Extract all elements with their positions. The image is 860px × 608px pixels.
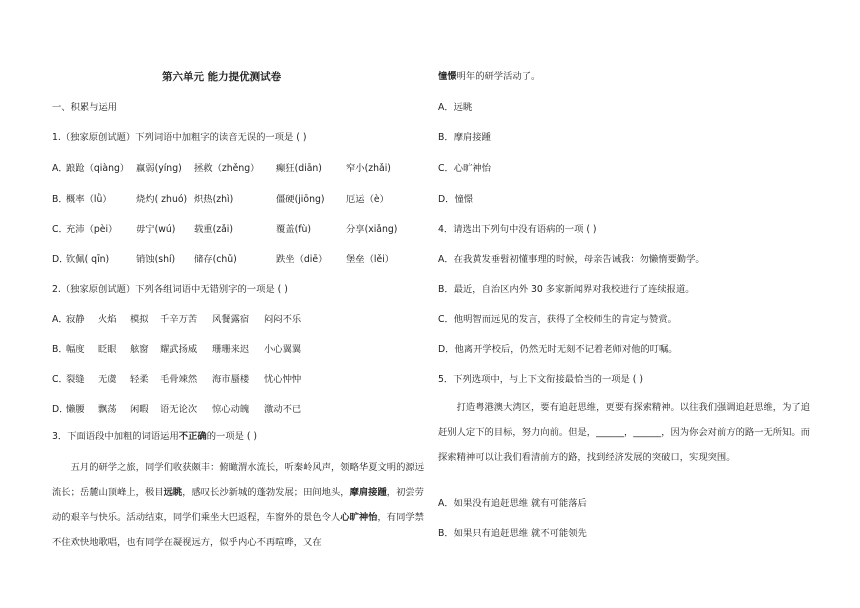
option-label: D． bbox=[52, 404, 69, 415]
word-item: 烧灼( zhuó) bbox=[136, 194, 188, 205]
word-item: 毛骨竦然 bbox=[160, 374, 198, 385]
option-label: B． bbox=[438, 132, 454, 143]
word-item: 癫狂(diān) bbox=[276, 163, 322, 174]
passage-bold-word: 摩肩接踵 bbox=[349, 487, 387, 498]
word-item: 闷闷不乐 bbox=[264, 314, 302, 325]
word-item: 飘荡 bbox=[98, 404, 117, 415]
option-label: A． bbox=[52, 163, 68, 174]
q3-stem-part: 3．下面语段中加粗的词语运用 bbox=[52, 431, 179, 442]
word-item: 幅度 bbox=[66, 344, 85, 355]
word-item: 闲暇 bbox=[130, 404, 149, 415]
passage-text: 五月的研学之旅，同学们收获颇丰：俯瞰渭水流长，听秦岭风声，领略华夏文明的源远流长；岳麓山顶峰上，极目 bbox=[52, 462, 424, 498]
option-label: A． bbox=[438, 254, 454, 265]
word-item: 销蚀(shí) bbox=[136, 254, 176, 265]
passage-text: 打造粤港澳大湾区，要有追赶思维，更要有探索精神。以往我们强调追赶思维，为了追赶别人定下的目标，努力向前。但是， bbox=[438, 402, 810, 438]
word-item: 窄小(zhǎi) bbox=[346, 163, 391, 174]
option-label: A． bbox=[438, 102, 454, 113]
word-item: 钦佩( qīn) bbox=[66, 254, 110, 265]
option-text: 他离开学校后，仍然无时无刻不记着老师对他的叮嘱。 bbox=[454, 344, 678, 355]
fill-blank[interactable]: ______ bbox=[596, 427, 624, 438]
q4-stem: 4．请选出下列句中没有语病的一项 ( ) bbox=[438, 224, 597, 235]
word-item: 寂静 bbox=[66, 314, 85, 325]
option-label: C． bbox=[52, 224, 68, 235]
q3-stem-part: 的一项是 ( ) bbox=[206, 431, 258, 442]
word-item: 充沛（pèi） bbox=[66, 224, 118, 235]
q4-option-a bbox=[438, 253, 705, 267]
q2-stem: 2.（独家原创试题）下列各组词语中无错别字的一项是 ( ) bbox=[52, 284, 288, 295]
q3-stem bbox=[52, 430, 257, 444]
option-text: 如果没有追赶思维 就有可能落后 bbox=[453, 498, 587, 509]
word-item: 毋宁(wú) bbox=[136, 224, 176, 235]
option-text: 摩肩接踵 bbox=[453, 132, 491, 143]
word-item: 踉跄（qiàng） bbox=[66, 163, 130, 174]
q3-option-d bbox=[438, 193, 473, 207]
option-text: 远眺 bbox=[453, 102, 473, 113]
q4-option-c bbox=[438, 313, 677, 327]
word-item: 眨眼 bbox=[98, 344, 117, 355]
word-item: 海市蜃楼 bbox=[212, 374, 250, 385]
word-item: 珊珊来迟 bbox=[212, 344, 250, 355]
word-item: 惊心动魄 bbox=[212, 404, 250, 415]
q5-passage bbox=[438, 395, 810, 470]
q4-option-d bbox=[438, 343, 678, 357]
word-item: 风餐露宿 bbox=[212, 314, 250, 325]
passage-bold-word: 远眺 bbox=[163, 487, 183, 498]
word-item: 堡垒（lěi） bbox=[346, 254, 395, 265]
option-text: 在我黄发垂髫初懂事理的时候，母亲告诫我：勿懒惰要勤学。 bbox=[453, 254, 705, 265]
word-item: 懒腰 bbox=[66, 404, 85, 415]
option-label: A． bbox=[52, 314, 68, 325]
fill-blank[interactable]: ______ bbox=[633, 427, 662, 438]
section-heading: 一、积累与运用 bbox=[52, 102, 118, 113]
option-label: B． bbox=[52, 344, 68, 355]
option-text: 憧憬 bbox=[454, 194, 474, 205]
passage-text: ，初尝劳动的艰辛与快乐。活动结束，同学们乘坐大巴返程，车窗外的景色令人 bbox=[52, 487, 424, 523]
option-text: 最近，自治区内外 30 多家新闻界对我校进行了连续报道。 bbox=[453, 284, 695, 295]
passage-text: ，有同学禁不住欢快地歌唱，也有同学在凝视远方，似乎内心不再喧哗，又在 bbox=[52, 512, 424, 548]
passage-text: 明年的研学活动了。 bbox=[456, 71, 541, 82]
q3-option-a bbox=[438, 101, 472, 115]
option-label: B． bbox=[438, 284, 454, 295]
option-text: 心旷神怡 bbox=[453, 163, 491, 174]
word-item: 千辛万苦 bbox=[160, 314, 198, 325]
word-item: 耀武扬威 bbox=[160, 344, 198, 355]
option-label: C． bbox=[52, 374, 68, 385]
word-item: 拯救（zhěng） bbox=[194, 163, 260, 174]
option-text: 如果只有追赶思维 就不可能领先 bbox=[453, 528, 587, 539]
passage-text: ， bbox=[623, 427, 634, 438]
q1-stem: 1.（独家原创试题）下列词语中加粗字的读音无误的一项是 ( ) bbox=[52, 132, 307, 143]
word-item: 跌坐（diē） bbox=[276, 254, 328, 265]
word-item: 火焰 bbox=[98, 314, 117, 325]
q5-stem: 5．下列选项中，与上下文衔接最恰当的一项是 ( ) bbox=[438, 374, 644, 385]
word-item: 厄运（è） bbox=[346, 194, 389, 205]
word-item: 语无论次 bbox=[160, 404, 198, 415]
word-item: 载重(zǎi) bbox=[194, 224, 234, 235]
option-label: D． bbox=[438, 194, 455, 205]
option-label: A． bbox=[438, 498, 454, 509]
q3-stem-emphasis: 不正确 bbox=[178, 431, 207, 442]
q3-passage bbox=[52, 455, 424, 555]
word-item: 僵硬(jiōng) bbox=[276, 194, 325, 205]
option-label: B． bbox=[52, 194, 68, 205]
passage-continuation bbox=[438, 70, 540, 84]
q4-option-b bbox=[438, 283, 695, 297]
passage-bold-word: 心旷神怡 bbox=[340, 512, 378, 523]
word-item: 炽热(zhì) bbox=[194, 194, 234, 205]
word-item: 激动不已 bbox=[264, 404, 302, 415]
option-label: D． bbox=[438, 344, 455, 355]
word-item: 舷窗 bbox=[130, 344, 149, 355]
passage-text: ，因为你会对前方的路一无所知。而探索精神可以让我们看清前方的路，找到经济发展的突破口，实现突围。 bbox=[438, 427, 810, 463]
word-item: 裂缝 bbox=[66, 374, 85, 385]
word-item: 分享(xiǎng) bbox=[346, 224, 398, 235]
word-item: 概率（lǜ） bbox=[66, 194, 112, 205]
q5-option-b bbox=[438, 527, 587, 541]
word-item: 赢弱(yíng) bbox=[136, 163, 182, 174]
option-label: C． bbox=[438, 314, 454, 325]
word-item: 轻柔 bbox=[130, 374, 149, 385]
word-item: 储存(chǔ) bbox=[194, 254, 237, 265]
q3-option-c bbox=[438, 162, 491, 176]
passage-bold-word: 憧憬 bbox=[438, 71, 457, 82]
exam-title: 第六单元 能力提优测试卷 bbox=[162, 71, 282, 83]
q3-option-b bbox=[438, 131, 491, 145]
option-label: C． bbox=[438, 163, 454, 174]
word-item: 小心翼翼 bbox=[264, 344, 302, 355]
word-item: 忧心忡忡 bbox=[264, 374, 302, 385]
option-label: D． bbox=[52, 254, 69, 265]
option-label: B． bbox=[438, 528, 454, 539]
q5-option-a bbox=[438, 497, 587, 511]
option-text: 他明智而远见的发言，获得了全校师生的肯定与赞赏。 bbox=[453, 314, 677, 325]
word-item: 无虞 bbox=[98, 374, 117, 385]
word-item: 模拟 bbox=[130, 314, 149, 325]
word-item: 覆盖(fù) bbox=[276, 224, 312, 235]
passage-text: ，感叹长沙新城的蓬勃发展；田间地头， bbox=[182, 487, 350, 498]
